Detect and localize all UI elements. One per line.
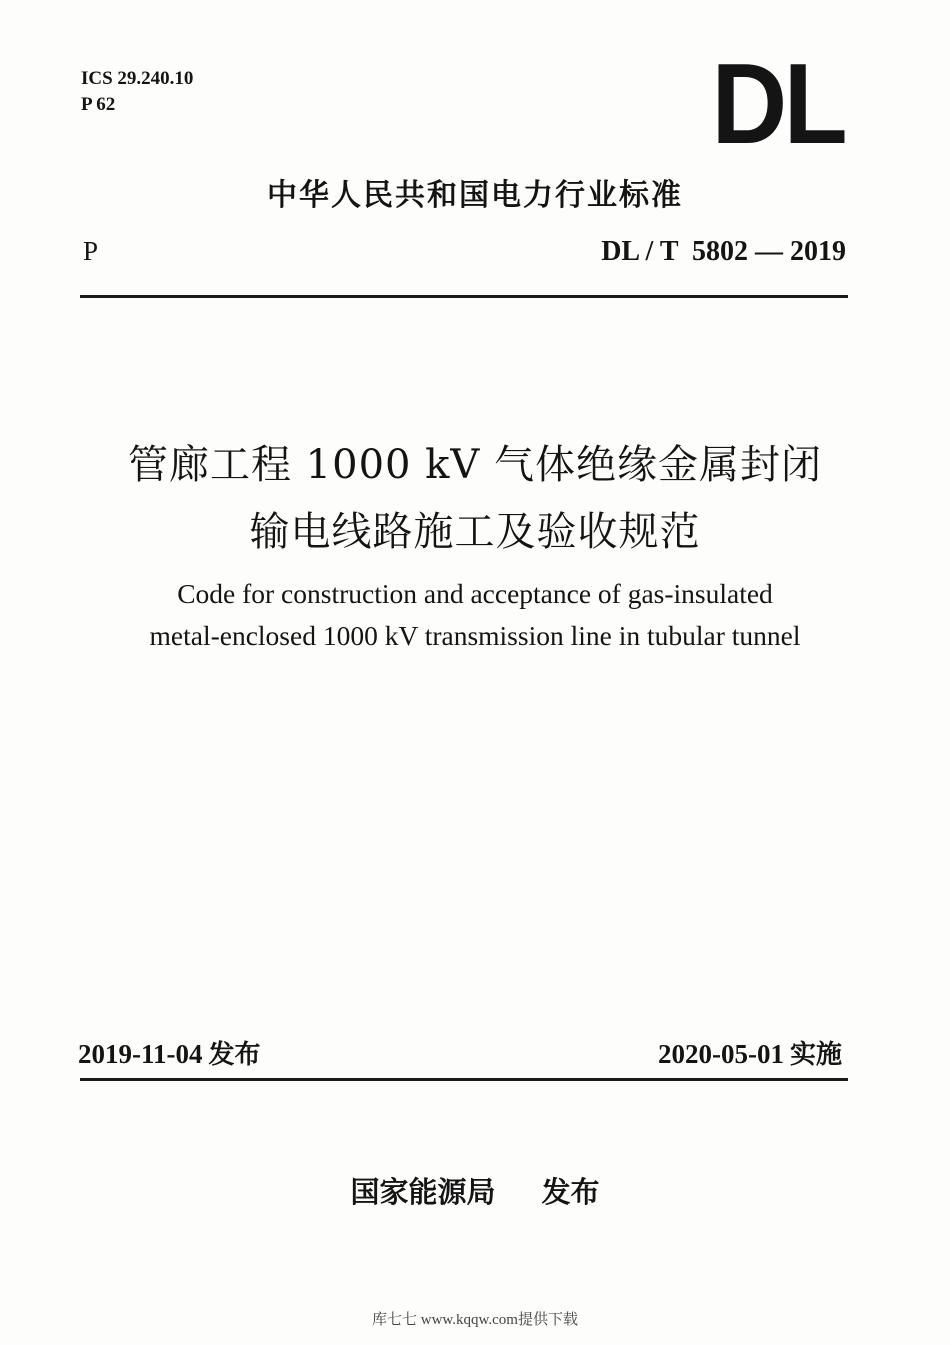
ccs-code: P 62 bbox=[81, 94, 116, 115]
chinese-title-line-1: 管廊工程 1000 kV 气体绝缘金属封闭 bbox=[127, 442, 823, 488]
publisher-line bbox=[0, 1170, 950, 1211]
dl-logo: DL bbox=[711, 41, 844, 168]
implement-date: 2020-05-01 bbox=[658, 1039, 784, 1069]
download-watermark: 库七七 www.kqqw.com提供下载 bbox=[372, 1312, 578, 1328]
implement-label: 实施 bbox=[789, 1040, 842, 1070]
chinese-title-line-2: 输电线路施工及验收规范 bbox=[249, 509, 701, 555]
top-divider bbox=[80, 295, 848, 298]
english-title-line-1: Code for construction and acceptance of gas-insulated bbox=[177, 578, 773, 609]
english-title-line-2: metal-enclosed 1000 kV transmission line in tubular tunnel bbox=[149, 620, 801, 651]
standard-number: DL / T 5802 — 2019 bbox=[601, 236, 846, 267]
publisher-action: 发布 bbox=[541, 1175, 600, 1209]
publisher-name: 国家能源局 bbox=[350, 1175, 496, 1209]
implement-date-block bbox=[658, 1034, 842, 1071]
issue-date: 2019-11-04 bbox=[78, 1039, 203, 1069]
issue-label: 发布 bbox=[208, 1040, 261, 1070]
classification-codes bbox=[81, 66, 193, 118]
class-code: P bbox=[83, 236, 99, 266]
issue-date-block bbox=[78, 1034, 261, 1071]
bottom-divider bbox=[80, 1078, 848, 1081]
standard-category-title: 中华人民共和国电力行业标准 bbox=[267, 178, 683, 213]
ics-code: ICS 29.240.10 bbox=[81, 68, 194, 89]
